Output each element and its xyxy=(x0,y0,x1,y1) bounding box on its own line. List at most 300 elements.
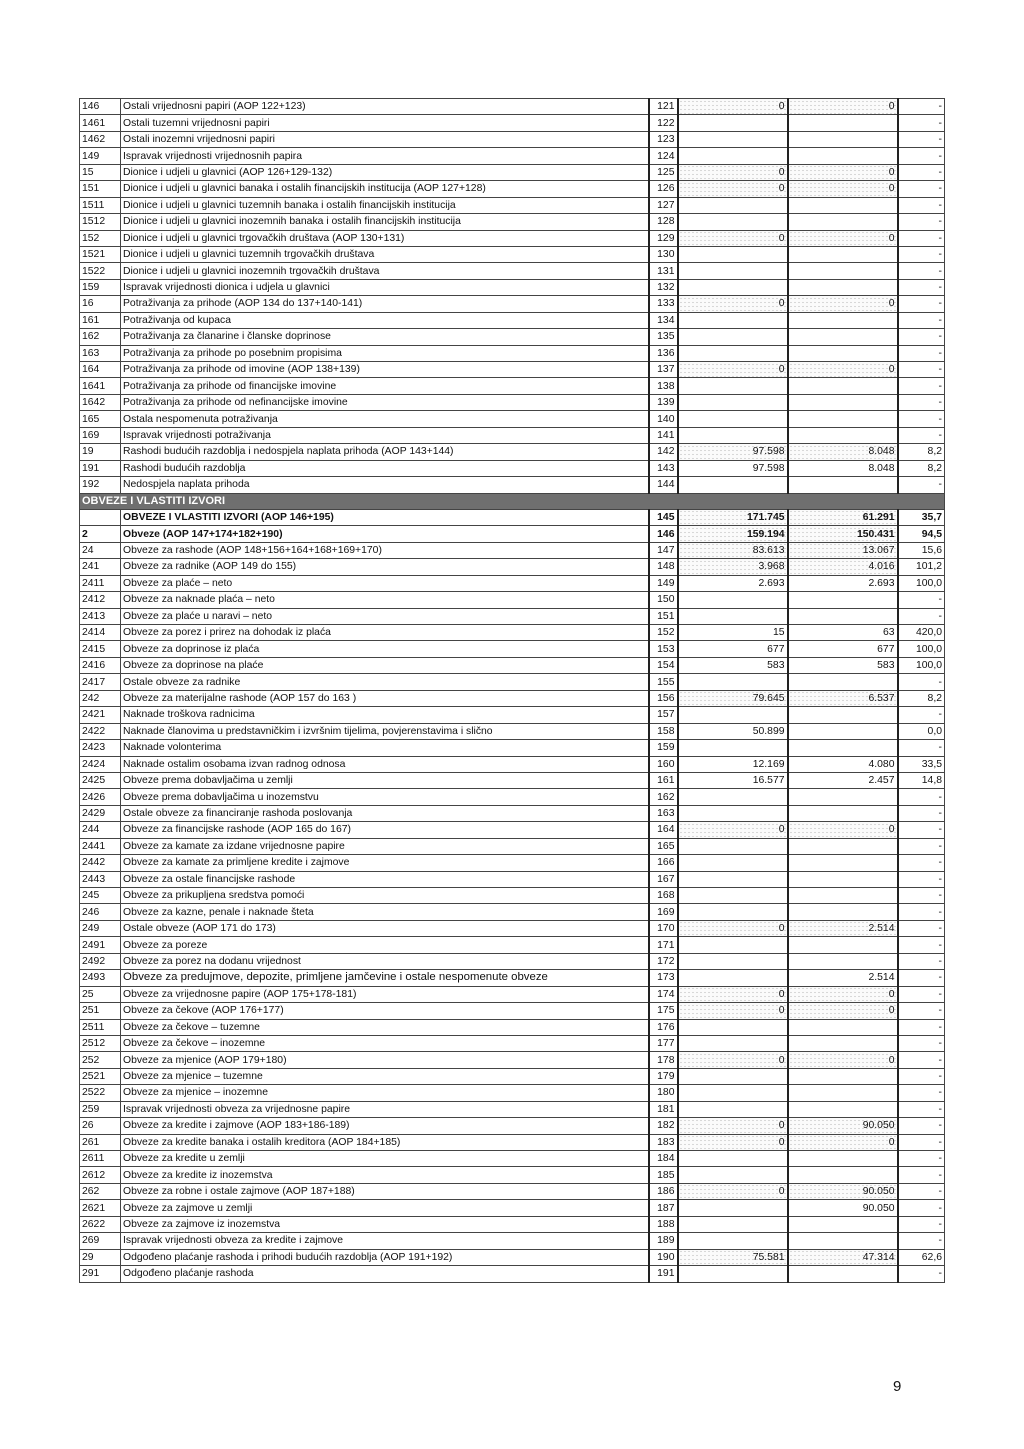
account-code-cell: 2492 xyxy=(80,953,121,969)
account-name-cell: Obveze za doprinose iz plaća xyxy=(121,641,649,657)
account-code-cell: 191 xyxy=(80,460,121,476)
current-period-value-cell xyxy=(788,592,898,608)
aop-number-cell: 180 xyxy=(649,1085,678,1101)
aop-number-cell: 127 xyxy=(649,197,678,213)
previous-period-value-cell xyxy=(678,789,788,805)
current-period-value-cell: 63 xyxy=(788,625,898,641)
account-name-cell: Obveze za mjenice (AOP 179+180) xyxy=(121,1052,649,1068)
aop-number-cell: 122 xyxy=(649,115,678,131)
previous-period-value-cell xyxy=(678,197,788,213)
account-name-cell: Potraživanja za prihode od financijske imovine xyxy=(121,378,649,394)
table-row xyxy=(80,1183,945,1199)
account-code-cell: 252 xyxy=(80,1052,121,1068)
previous-period-value-cell xyxy=(678,279,788,295)
table-row xyxy=(80,937,945,953)
account-name-cell: Dionice i udjeli u glavnici trgovačkih društava (AOP 130+131) xyxy=(121,230,649,246)
account-name-cell: Obveze za predujmove, depozite, primljene jamčevine i ostale nespomenute obveze xyxy=(121,970,649,986)
table-row xyxy=(80,164,945,180)
account-code-cell: 16 xyxy=(80,296,121,312)
aop-number-cell: 149 xyxy=(649,575,678,591)
current-period-value-cell xyxy=(788,1101,898,1117)
current-period-value-cell xyxy=(788,1233,898,1249)
account-name-cell: Obveze za doprinose na plaće xyxy=(121,657,649,673)
account-name-cell: Ispravak vrijednosti obveza za vrijednosne papire xyxy=(121,1101,649,1117)
previous-period-value-cell xyxy=(678,1101,788,1117)
current-period-value-cell xyxy=(788,427,898,443)
aop-number-cell: 185 xyxy=(649,1167,678,1183)
index-cell: - xyxy=(898,312,945,328)
index-cell: - xyxy=(898,1085,945,1101)
table-row xyxy=(80,888,945,904)
previous-period-value-cell xyxy=(678,312,788,328)
table-row xyxy=(80,986,945,1002)
current-period-value-cell xyxy=(788,131,898,147)
aop-number-cell: 145 xyxy=(649,509,678,525)
index-cell: 420,0 xyxy=(898,625,945,641)
aop-number-cell: 187 xyxy=(649,1200,678,1216)
aop-number-cell: 166 xyxy=(649,855,678,871)
index-cell: 8,2 xyxy=(898,444,945,460)
account-name-cell: Obveze za financijske rashode (AOP 165 do 167) xyxy=(121,822,649,838)
table-row xyxy=(80,641,945,657)
account-name-cell: Obveze za čekove (AOP 176+177) xyxy=(121,1003,649,1019)
previous-period-value-cell: 583 xyxy=(678,657,788,673)
current-period-value-cell xyxy=(788,263,898,279)
index-cell: - xyxy=(898,871,945,887)
aop-number-cell: 177 xyxy=(649,1035,678,1051)
index-cell: - xyxy=(898,805,945,821)
aop-number-cell: 151 xyxy=(649,608,678,624)
table-row xyxy=(80,1249,945,1265)
table-row xyxy=(80,99,945,115)
previous-period-value-cell xyxy=(678,148,788,164)
table-row xyxy=(80,953,945,969)
index-cell: - xyxy=(898,115,945,131)
current-period-value-cell xyxy=(788,1085,898,1101)
aop-number-cell: 148 xyxy=(649,559,678,575)
aop-number-cell: 152 xyxy=(649,625,678,641)
current-period-value-cell xyxy=(788,279,898,295)
account-name-cell: Ostali inozemni vrijednosni papiri xyxy=(121,131,649,147)
section-title: OBVEZE I VLASTITI IZVORI xyxy=(80,493,945,509)
table-row xyxy=(80,1216,945,1232)
index-cell: - xyxy=(898,1068,945,1084)
previous-period-value-cell xyxy=(678,378,788,394)
current-period-value-cell: 0 xyxy=(788,99,898,115)
account-code-cell: 1521 xyxy=(80,246,121,262)
previous-period-value-cell: 0 xyxy=(678,822,788,838)
table-row xyxy=(80,279,945,295)
current-period-value-cell xyxy=(788,1216,898,1232)
account-name-cell: Ostale obveze za radnike xyxy=(121,674,649,690)
table-row xyxy=(80,690,945,706)
table-row xyxy=(80,723,945,739)
index-cell: - xyxy=(898,296,945,312)
current-period-value-cell xyxy=(788,1019,898,1035)
index-cell: 15,6 xyxy=(898,542,945,558)
account-name-cell: Obveze za kamate za izdane vrijednosne papire xyxy=(121,838,649,854)
account-name-cell: Ispravak vrijednosti obveza za kredite i zajmove xyxy=(121,1233,649,1249)
current-period-value-cell: 2.514 xyxy=(788,970,898,986)
account-code-cell: 2491 xyxy=(80,937,121,953)
previous-period-value-cell xyxy=(678,394,788,410)
account-code-cell: 2411 xyxy=(80,575,121,591)
account-name-cell: Naknade troškova radnicima xyxy=(121,707,649,723)
previous-period-value-cell xyxy=(678,1085,788,1101)
account-name-cell: Obveze prema dobavljačima u zemlji xyxy=(121,772,649,788)
index-cell: - xyxy=(898,838,945,854)
table-row xyxy=(80,789,945,805)
table-row xyxy=(80,1200,945,1216)
previous-period-value-cell xyxy=(678,1167,788,1183)
account-name-cell: Dionice i udjeli u glavnici (AOP 126+129-132) xyxy=(121,164,649,180)
account-name-cell: Obveze (AOP 147+174+182+190) xyxy=(121,526,649,542)
table-row xyxy=(80,625,945,641)
table-row xyxy=(80,707,945,723)
index-cell: - xyxy=(898,378,945,394)
account-name-cell: Obveze za porez na dodanu vrijednost xyxy=(121,953,649,969)
table-row xyxy=(80,838,945,854)
table-row xyxy=(80,329,945,345)
current-period-value-cell xyxy=(788,477,898,493)
index-cell: - xyxy=(898,1200,945,1216)
index-cell: - xyxy=(898,197,945,213)
table-row xyxy=(80,214,945,230)
previous-period-value-cell: 15 xyxy=(678,625,788,641)
previous-period-value-cell: 3.968 xyxy=(678,559,788,575)
table-row xyxy=(80,1233,945,1249)
index-cell: - xyxy=(898,1019,945,1035)
aop-number-cell: 160 xyxy=(649,756,678,772)
current-period-value-cell xyxy=(788,855,898,871)
index-cell: 101,2 xyxy=(898,559,945,575)
table-row xyxy=(80,1101,945,1117)
account-name-cell: Dionice i udjeli u glavnici tuzemnih trgovačkih društava xyxy=(121,246,649,262)
previous-period-value-cell xyxy=(678,855,788,871)
account-name-cell: Obveze za plaće u naravi – neto xyxy=(121,608,649,624)
account-name-cell: Obveze za porez i prirez na dohodak iz plaća xyxy=(121,625,649,641)
account-name-cell: Obveze za vrijednosne papire (AOP 175+178-181) xyxy=(121,986,649,1002)
account-code-cell: 149 xyxy=(80,148,121,164)
current-period-value-cell xyxy=(788,608,898,624)
aop-number-cell: 169 xyxy=(649,904,678,920)
previous-period-value-cell xyxy=(678,937,788,953)
table-row xyxy=(80,131,945,147)
account-name-cell: Obveze za kredite banaka i ostalih kreditora (AOP 184+185) xyxy=(121,1134,649,1150)
account-name-cell: Obveze za kamate za primljene kredite i zajmove xyxy=(121,855,649,871)
account-name-cell: Obveze za kazne, penale i naknade šteta xyxy=(121,904,649,920)
account-code-cell: 1511 xyxy=(80,197,121,213)
index-cell: - xyxy=(898,1266,945,1282)
table-row xyxy=(80,592,945,608)
table-row xyxy=(80,542,945,558)
previous-period-value-cell xyxy=(678,1233,788,1249)
table-row xyxy=(80,970,945,986)
current-period-value-cell: 0 xyxy=(788,822,898,838)
account-code-cell: 2417 xyxy=(80,674,121,690)
account-code-cell: 2442 xyxy=(80,855,121,871)
aop-number-cell: 123 xyxy=(649,131,678,147)
aop-number-cell: 153 xyxy=(649,641,678,657)
current-period-value-cell xyxy=(788,1068,898,1084)
account-code-cell: 2416 xyxy=(80,657,121,673)
account-code-cell: 1522 xyxy=(80,263,121,279)
account-name-cell: Obveze za poreze xyxy=(121,937,649,953)
aop-number-cell: 156 xyxy=(649,690,678,706)
aop-number-cell: 189 xyxy=(649,1233,678,1249)
aop-number-cell: 125 xyxy=(649,164,678,180)
aop-number-cell: 155 xyxy=(649,674,678,690)
current-period-value-cell: 583 xyxy=(788,657,898,673)
previous-period-value-cell: 0 xyxy=(678,920,788,936)
aop-number-cell: 140 xyxy=(649,411,678,427)
index-cell: - xyxy=(898,1052,945,1068)
index-cell: - xyxy=(898,855,945,871)
previous-period-value-cell: 75.581 xyxy=(678,1249,788,1265)
index-cell: - xyxy=(898,953,945,969)
previous-period-value-cell: 83.613 xyxy=(678,542,788,558)
current-period-value-cell xyxy=(788,707,898,723)
current-period-value-cell xyxy=(788,888,898,904)
index-cell: - xyxy=(898,477,945,493)
account-code-cell: 2421 xyxy=(80,707,121,723)
account-code-cell: 151 xyxy=(80,181,121,197)
current-period-value-cell: 2.693 xyxy=(788,575,898,591)
previous-period-value-cell xyxy=(678,592,788,608)
current-period-value-cell: 90.050 xyxy=(788,1183,898,1199)
current-period-value-cell xyxy=(788,1151,898,1167)
aop-number-cell: 147 xyxy=(649,542,678,558)
current-period-value-cell xyxy=(788,904,898,920)
account-code-cell: 2521 xyxy=(80,1068,121,1084)
balance-table xyxy=(79,98,945,1283)
index-cell: 0,0 xyxy=(898,723,945,739)
table-row xyxy=(80,559,945,575)
current-period-value-cell xyxy=(788,1266,898,1282)
previous-period-value-cell: 0 xyxy=(678,1183,788,1199)
account-code-cell: 259 xyxy=(80,1101,121,1117)
aop-number-cell: 188 xyxy=(649,1216,678,1232)
index-cell: 14,8 xyxy=(898,772,945,788)
aop-number-cell: 162 xyxy=(649,789,678,805)
current-period-value-cell xyxy=(788,723,898,739)
account-code-cell: 261 xyxy=(80,1134,121,1150)
current-period-value-cell: 6.537 xyxy=(788,690,898,706)
account-code-cell: 2415 xyxy=(80,641,121,657)
account-code-cell: 2611 xyxy=(80,1151,121,1167)
index-cell: - xyxy=(898,214,945,230)
current-period-value-cell: 8.048 xyxy=(788,444,898,460)
table-row xyxy=(80,427,945,443)
aop-number-cell: 139 xyxy=(649,394,678,410)
account-code-cell: 262 xyxy=(80,1183,121,1199)
account-code-cell: 1462 xyxy=(80,131,121,147)
account-name-cell: Obveze za robne i ostale zajmove (AOP 187+188) xyxy=(121,1183,649,1199)
account-code-cell: 2512 xyxy=(80,1035,121,1051)
aop-number-cell: 172 xyxy=(649,953,678,969)
current-period-value-cell xyxy=(788,953,898,969)
table-row xyxy=(80,1085,945,1101)
account-name-cell: Potraživanja za članarine i članske doprinose xyxy=(121,329,649,345)
table-row xyxy=(80,805,945,821)
table-row xyxy=(80,115,945,131)
index-cell: - xyxy=(898,427,945,443)
account-name-cell: Ispravak vrijednosti dionica i udjela u glavnici xyxy=(121,279,649,295)
account-name-cell: Nedospjela naplata prihoda xyxy=(121,477,649,493)
aop-number-cell: 141 xyxy=(649,427,678,443)
previous-period-value-cell: 0 xyxy=(678,1003,788,1019)
table-row xyxy=(80,1003,945,1019)
account-name-cell: Dionice i udjeli u glavnici inozemnih trgovačkih društava xyxy=(121,263,649,279)
current-period-value-cell xyxy=(788,214,898,230)
index-cell: 35,7 xyxy=(898,509,945,525)
index-cell: - xyxy=(898,263,945,279)
index-cell: 33,5 xyxy=(898,756,945,772)
table-row xyxy=(80,246,945,262)
current-period-value-cell: 61.291 xyxy=(788,509,898,525)
aop-number-cell: 142 xyxy=(649,444,678,460)
index-cell: - xyxy=(898,394,945,410)
account-name-cell: Obveze za mjenice – tuzemne xyxy=(121,1068,649,1084)
account-code-cell: 26 xyxy=(80,1118,121,1134)
account-name-cell: Dionice i udjeli u glavnici inozemnih banaka i ostalih financijskih institucija xyxy=(121,214,649,230)
aop-number-cell: 171 xyxy=(649,937,678,953)
index-cell: - xyxy=(898,920,945,936)
current-period-value-cell xyxy=(788,345,898,361)
previous-period-value-cell: 0 xyxy=(678,296,788,312)
account-code-cell: 152 xyxy=(80,230,121,246)
table-row xyxy=(80,477,945,493)
current-period-value-cell xyxy=(788,838,898,854)
current-period-value-cell: 677 xyxy=(788,641,898,657)
table-row xyxy=(80,197,945,213)
account-code-cell: 2425 xyxy=(80,772,121,788)
account-name-cell: Potraživanja za prihode od nefinancijske imovine xyxy=(121,394,649,410)
previous-period-value-cell: 50.899 xyxy=(678,723,788,739)
account-name-cell: Ispravak vrijednosti potraživanja xyxy=(121,427,649,443)
account-code-cell: 2621 xyxy=(80,1200,121,1216)
current-period-value-cell xyxy=(788,805,898,821)
current-period-value-cell: 4.016 xyxy=(788,559,898,575)
index-cell: - xyxy=(898,1101,945,1117)
previous-period-value-cell: 0 xyxy=(678,362,788,378)
current-period-value-cell xyxy=(788,740,898,756)
previous-period-value-cell: 0 xyxy=(678,1118,788,1134)
index-cell: - xyxy=(898,411,945,427)
index-cell: - xyxy=(898,937,945,953)
index-cell: - xyxy=(898,279,945,295)
current-period-value-cell xyxy=(788,246,898,262)
index-cell: - xyxy=(898,362,945,378)
aop-number-cell: 137 xyxy=(649,362,678,378)
previous-period-value-cell: 171.745 xyxy=(678,509,788,525)
table-row xyxy=(80,263,945,279)
account-code-cell: 1461 xyxy=(80,115,121,131)
table-row xyxy=(80,1019,945,1035)
current-period-value-cell: 2.514 xyxy=(788,920,898,936)
aop-number-cell: 190 xyxy=(649,1249,678,1265)
account-code-cell: 24 xyxy=(80,542,121,558)
aop-number-cell: 179 xyxy=(649,1068,678,1084)
table-row xyxy=(80,312,945,328)
aop-number-cell: 135 xyxy=(649,329,678,345)
index-cell: - xyxy=(898,1216,945,1232)
previous-period-value-cell: 159.194 xyxy=(678,526,788,542)
account-name-cell: Rashodi budućih razdoblja xyxy=(121,460,649,476)
table-row xyxy=(80,181,945,197)
table-row xyxy=(80,855,945,871)
current-period-value-cell: 0 xyxy=(788,164,898,180)
aop-number-cell: 144 xyxy=(649,477,678,493)
account-name-cell: Ostali tuzemni vrijednosni papiri xyxy=(121,115,649,131)
account-name-cell: Naknade članovima u predstavničkim i izvršnim tijelima, povjerenstavima i slično xyxy=(121,723,649,739)
current-period-value-cell xyxy=(788,197,898,213)
account-name-cell: Obveze za čekove – tuzemne xyxy=(121,1019,649,1035)
aop-number-cell: 130 xyxy=(649,246,678,262)
previous-period-value-cell: 0 xyxy=(678,164,788,180)
previous-period-value-cell xyxy=(678,115,788,131)
previous-period-value-cell xyxy=(678,1200,788,1216)
current-period-value-cell xyxy=(788,674,898,690)
account-code-cell: 2414 xyxy=(80,625,121,641)
account-name-cell: Ostale obveze za financiranje rashoda poslovanja xyxy=(121,805,649,821)
account-name-cell: Obveze za prikupljena sredstva pomoći xyxy=(121,888,649,904)
current-period-value-cell: 8.048 xyxy=(788,460,898,476)
account-code-cell: 2443 xyxy=(80,871,121,887)
table-row xyxy=(80,674,945,690)
account-code-cell xyxy=(80,509,121,525)
table-row xyxy=(80,1052,945,1068)
account-code-cell: 163 xyxy=(80,345,121,361)
current-period-value-cell xyxy=(788,1167,898,1183)
account-name-cell: Odgođeno plaćanje rashoda xyxy=(121,1266,649,1282)
previous-period-value-cell: 2.693 xyxy=(678,575,788,591)
previous-period-value-cell: 0 xyxy=(678,99,788,115)
current-period-value-cell: 0 xyxy=(788,230,898,246)
previous-period-value-cell xyxy=(678,1035,788,1051)
aop-number-cell: 170 xyxy=(649,920,678,936)
account-code-cell: 2522 xyxy=(80,1085,121,1101)
previous-period-value-cell: 97.598 xyxy=(678,444,788,460)
account-code-cell: 2622 xyxy=(80,1216,121,1232)
previous-period-value-cell xyxy=(678,263,788,279)
account-code-cell: 15 xyxy=(80,164,121,180)
account-name-cell: Ostali vrijednosni papiri (AOP 122+123) xyxy=(121,99,649,115)
account-code-cell: 2422 xyxy=(80,723,121,739)
account-code-cell: 2424 xyxy=(80,756,121,772)
account-code-cell: 169 xyxy=(80,427,121,443)
index-cell: - xyxy=(898,230,945,246)
previous-period-value-cell xyxy=(678,214,788,230)
current-period-value-cell: 0 xyxy=(788,181,898,197)
index-cell: - xyxy=(898,246,945,262)
previous-period-value-cell: 12.169 xyxy=(678,756,788,772)
index-cell: 8,2 xyxy=(898,460,945,476)
previous-period-value-cell xyxy=(678,131,788,147)
previous-period-value-cell xyxy=(678,838,788,854)
table-row xyxy=(80,362,945,378)
account-name-cell: Dionice i udjeli u glavnici banaka i ostalih financijskih institucija (AOP 127+128) xyxy=(121,181,649,197)
aop-number-cell: 182 xyxy=(649,1118,678,1134)
current-period-value-cell: 13.067 xyxy=(788,542,898,558)
previous-period-value-cell xyxy=(678,904,788,920)
index-cell: - xyxy=(898,148,945,164)
index-cell: - xyxy=(898,131,945,147)
account-name-cell: Ispravak vrijednosti vrijednosnih papira xyxy=(121,148,649,164)
aop-number-cell: 163 xyxy=(649,805,678,821)
account-code-cell: 1642 xyxy=(80,394,121,410)
previous-period-value-cell xyxy=(678,427,788,443)
